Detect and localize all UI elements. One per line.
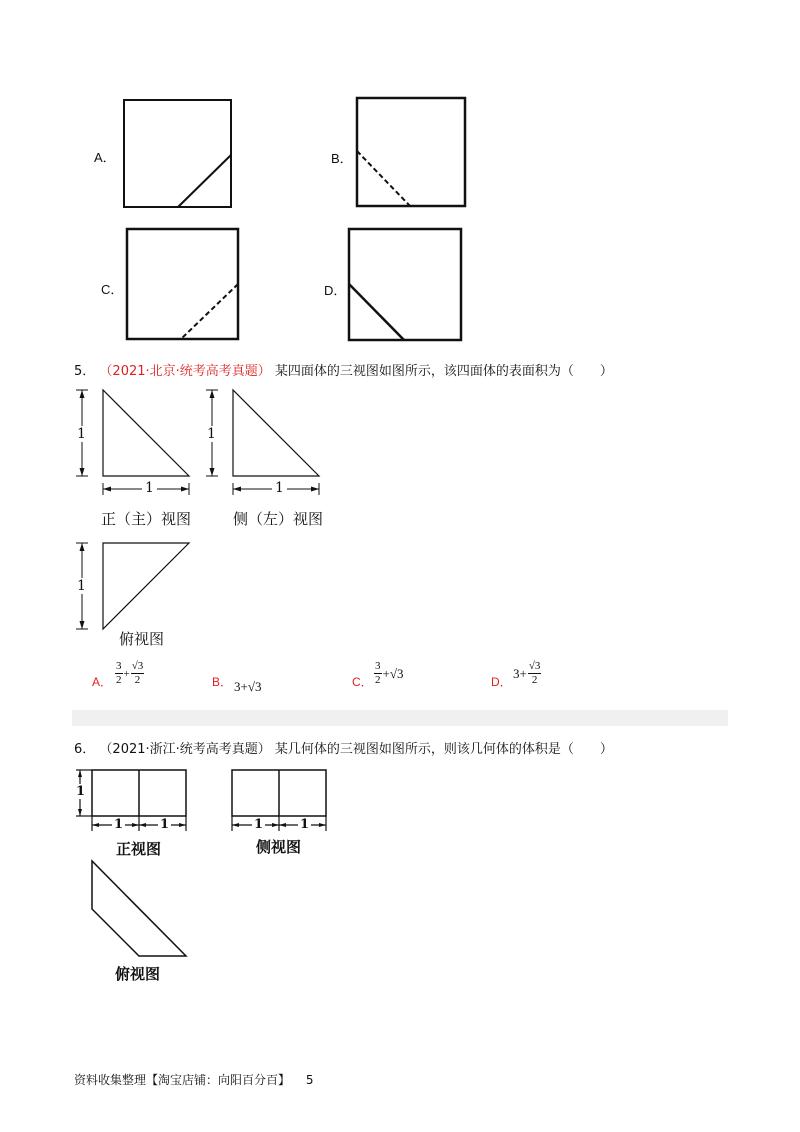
- option-d-label: D．: [324, 283, 347, 298]
- q5-side-view: [200, 385, 330, 505]
- q6-front-view: [70, 764, 195, 839]
- q5-side-height-label: 1: [207, 426, 216, 442]
- option-b-figure: [352, 93, 472, 211]
- q6-top-view: [84, 856, 194, 962]
- q5-front-caption: 正（主）视图: [101, 510, 192, 528]
- q5-stem-line: [74, 360, 613, 379]
- a-frac-num: 3: [116, 660, 122, 672]
- q5-answer-b-expr: 3+√3: [234, 679, 262, 694]
- c-frac-num: 3: [375, 660, 381, 672]
- d-frac-num: √3: [528, 660, 541, 672]
- q6-front-caption: 正视图: [116, 840, 162, 858]
- q5-side-caption: 侧（左）视图: [233, 510, 324, 528]
- q5-answer-d-expr: [513, 660, 542, 687]
- q5-source: （2021·北京·统考高考真题）: [99, 364, 271, 379]
- option-a-figure: [118, 95, 238, 213]
- option-c-label: C．: [101, 282, 124, 297]
- q6-side-view: [226, 764, 336, 839]
- d-prefix: 3+: [513, 665, 527, 681]
- option-a-label: A．: [94, 150, 116, 165]
- page-footer: [74, 1071, 313, 1088]
- q6-stem: 某几何体的三视图如图所示，则该几何体的体积是（ ）: [274, 742, 613, 757]
- q6-side-width-left-label: 1: [254, 817, 264, 832]
- q6-number: 6．: [74, 742, 96, 757]
- q5-number: 5．: [74, 364, 96, 379]
- q5-answer-c-letter: C．: [352, 675, 373, 689]
- q5-answer-a-letter: A．: [92, 675, 113, 689]
- q5-front-view: [70, 385, 200, 505]
- q6-front-height-label: 1: [76, 784, 86, 799]
- q5-top-caption: 俯视图: [119, 630, 165, 648]
- q5-stem: 某四面体的三视图如图所示，该四面体的表面积为（ ）: [274, 364, 613, 379]
- d-frac-den: 2: [531, 674, 538, 686]
- page-number: 5: [305, 1073, 314, 1087]
- q5-top-height-label: 1: [77, 578, 86, 594]
- q5-answer-a-expr: [114, 660, 145, 687]
- q6-front-width-right-label: 1: [160, 817, 170, 832]
- q6-source: （2021·浙江·统考高考真题）: [99, 742, 271, 757]
- q5-answer-d-letter: D．: [491, 675, 512, 689]
- q5-top-view: [70, 538, 200, 638]
- q5-side-width-label: 1: [272, 480, 287, 496]
- footer-text: 资料收集整理【淘宝店铺：向阳百分百】: [74, 1073, 291, 1087]
- q5-front-height-label: 1: [77, 426, 86, 442]
- q6-side-caption: 侧视图: [256, 838, 302, 856]
- c-rest: +√3: [382, 665, 404, 681]
- q5-answer-c-expr: [373, 660, 403, 687]
- q6-side-width-right-label: 1: [300, 817, 310, 832]
- a-frac-den: 2: [116, 674, 122, 686]
- q5-answer-b-letter: B．: [212, 675, 233, 689]
- q6-top-caption: 俯视图: [115, 965, 161, 983]
- option-c-figure: [121, 224, 245, 344]
- option-b-label: B．: [331, 151, 353, 166]
- c-frac-den: 2: [375, 674, 381, 686]
- q6-front-width-left-label: 1: [114, 817, 124, 832]
- a-frac2-num: √3: [131, 660, 144, 672]
- a-frac2-den: 2: [134, 674, 141, 686]
- separator-band: [72, 710, 728, 726]
- q6-stem-line: [74, 738, 613, 757]
- a-plus: +: [123, 667, 130, 680]
- option-d-figure: [344, 224, 468, 344]
- q5-front-width-label: 1: [142, 480, 157, 496]
